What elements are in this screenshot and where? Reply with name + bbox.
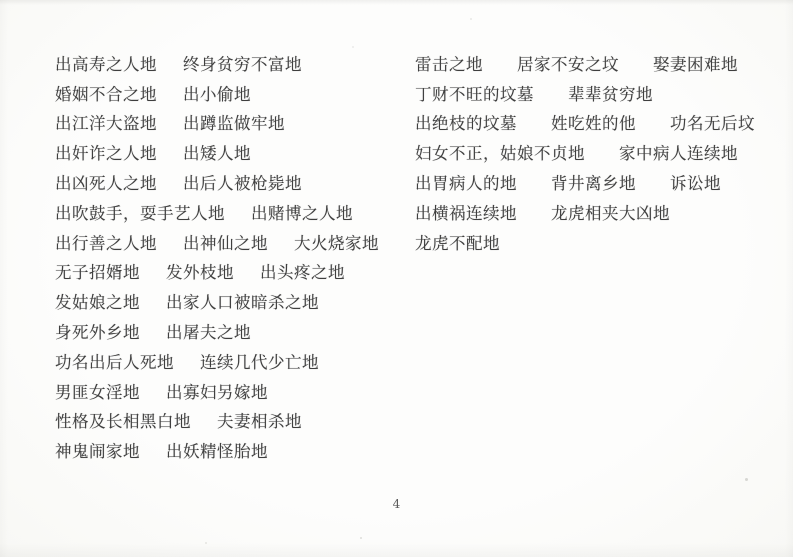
phrase: 婚姻不合之地 (55, 84, 157, 104)
scan-speck (205, 542, 207, 544)
text-line (415, 167, 775, 197)
scan-speck (470, 18, 472, 20)
phrase: 娶妻困难地 (653, 54, 738, 74)
page-number: 4 (392, 497, 401, 511)
scan-speck (352, 46, 354, 48)
phrase: 出行善之人地 (55, 233, 157, 253)
phrase: 辈辈贫穷地 (568, 84, 653, 104)
text-column-right (415, 48, 775, 257)
phrase: 功名出后人死地 (55, 352, 174, 372)
phrase: 功名无后坟 (670, 114, 755, 134)
phrase: 无子招婿地 (55, 263, 140, 283)
scan-speck (745, 478, 748, 481)
phrase: 夫妻相杀地 (217, 412, 302, 432)
text-line (415, 108, 775, 138)
phrase: 丁财不旺的坟墓 (415, 84, 534, 104)
text-line (55, 435, 395, 465)
phrase: 发姑娘之地 (55, 293, 140, 313)
phrase: 姓吃姓的他 (551, 114, 636, 134)
phrase: 出江洋大盗地 (55, 114, 157, 134)
text-line (55, 406, 395, 436)
text-line (415, 227, 775, 257)
scan-speck (150, 97, 152, 99)
phrase: 诉讼地 (670, 174, 721, 194)
phrase: 出寡妇另嫁地 (166, 382, 268, 402)
phrase: 出凶死人之地 (55, 174, 157, 194)
text-line (415, 137, 775, 167)
phrase: 出屠夫之地 (166, 323, 251, 343)
text-line (55, 316, 395, 346)
phrase: 连续几代少亡地 (200, 352, 319, 372)
text-line (415, 48, 775, 78)
phrase: 出赌博之人地 (251, 203, 353, 223)
phrase: 出妖精怪胎地 (166, 442, 268, 462)
phrase: 性格及长相黑白地 (55, 412, 191, 432)
phrase: 身死外乡地 (55, 323, 140, 343)
text-line (55, 376, 395, 406)
phrase: 出胃病人的地 (415, 174, 517, 194)
text-column-left (55, 48, 395, 465)
phrase: 出神仙之地 (183, 233, 268, 253)
text-line (415, 78, 775, 108)
phrase: 出奸诈之人地 (55, 144, 157, 164)
phrase: 男匪女淫地 (55, 382, 140, 402)
text-line (55, 108, 395, 138)
text-line (415, 197, 775, 227)
scan-speck (360, 537, 362, 539)
phrase: 龙虎不配地 (415, 233, 500, 253)
text-line (55, 48, 395, 78)
phrase: 出小偷地 (183, 84, 251, 104)
phrase: 出矮人地 (183, 144, 251, 164)
phrase: 出吹鼓手，耍手艺人地 (55, 203, 225, 223)
text-line (55, 286, 395, 316)
phrase: 出绝枝的坟墓 (415, 114, 517, 134)
phrase: 出高寿之人地 (55, 54, 157, 74)
phrase: 终身贫穷不富地 (183, 54, 302, 74)
phrase: 出后人被枪毙地 (183, 174, 302, 194)
phrase: 背井离乡地 (551, 174, 636, 194)
phrase: 发外枝地 (166, 263, 234, 283)
text-line (55, 137, 395, 167)
phrase: 大火烧家地 (294, 233, 379, 253)
phrase: 雷击之地 (415, 54, 483, 74)
phrase: 家中病人连续地 (619, 144, 738, 164)
text-line (55, 167, 395, 197)
phrase: 妇女不正，姑娘不贞地 (415, 144, 585, 164)
phrase: 神鬼闹家地 (55, 442, 140, 462)
text-line (55, 346, 395, 376)
text-line (55, 197, 395, 227)
text-line (55, 257, 395, 287)
phrase: 出头疼之地 (260, 263, 345, 283)
text-line (55, 78, 395, 108)
phrase: 出横祸连续地 (415, 203, 517, 223)
phrase: 出家人口被暗杀之地 (166, 293, 319, 313)
phrase: 居家不安之坟 (517, 54, 619, 74)
text-line (55, 227, 395, 257)
phrase: 龙虎相夹大凶地 (551, 203, 670, 223)
phrase: 出蹲监做牢地 (183, 114, 285, 134)
